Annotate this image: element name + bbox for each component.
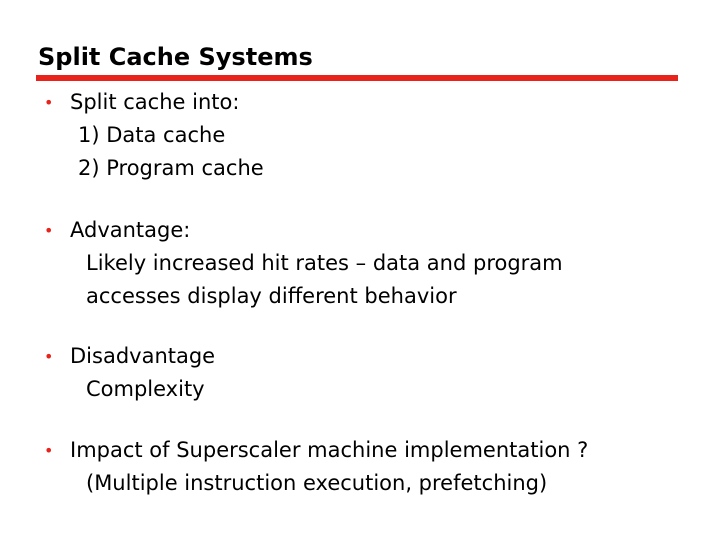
sub-item-complexity: Complexity	[86, 377, 205, 401]
bullet-text: Disadvantage	[70, 344, 216, 368]
sub-item-data-cache: 1) Data cache	[78, 123, 226, 147]
bullet-line	[44, 86, 264, 119]
bullet-text: Split cache into:	[70, 90, 240, 114]
sub-item-hit-rates: Likely increased hit rates – data and program	[86, 251, 563, 275]
bullet-dot-icon: •	[44, 93, 54, 112]
sub-item-program-cache: 2) Program cache	[78, 156, 264, 180]
bullet-line	[44, 340, 215, 373]
slide-title: Split Cache Systems	[38, 43, 313, 71]
bullet-line	[44, 214, 563, 247]
bullet-dot-icon: •	[44, 221, 54, 240]
bullet-text: Impact of Superscaler machine implementation ?	[70, 438, 589, 462]
bullet-item-split-cache	[44, 86, 264, 185]
sub-item-multiple-instruction: (Multiple instruction execution, prefetching)	[86, 471, 548, 495]
sub-item-behavior: accesses display different behavior	[86, 284, 457, 308]
bullet-line	[44, 434, 588, 467]
bullet-item-advantage	[44, 214, 563, 313]
bullet-item-superscaler	[44, 434, 588, 500]
title-underline	[36, 75, 678, 81]
bullet-dot-icon: •	[44, 347, 54, 366]
bullet-text: Advantage:	[70, 218, 191, 242]
bullet-item-disadvantage	[44, 340, 215, 406]
bullet-dot-icon: •	[44, 441, 54, 460]
